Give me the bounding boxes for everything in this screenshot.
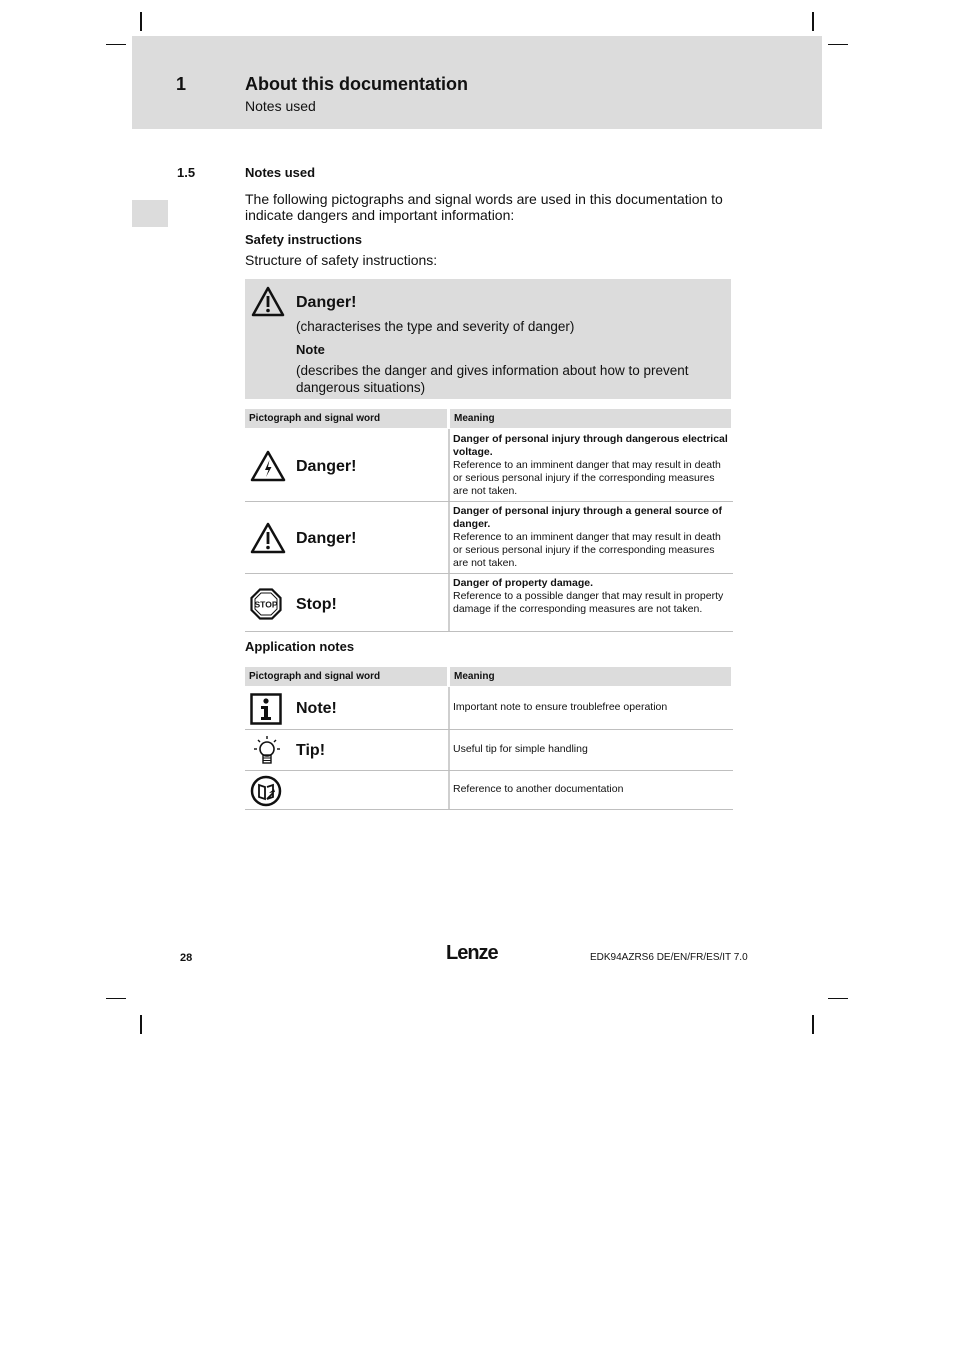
table-row (245, 502, 733, 574)
safety-heading: Safety instructions (245, 232, 363, 247)
lenze-logo: Lenze (446, 942, 498, 964)
chapter-header-band (132, 36, 822, 129)
page-number: 28 (180, 952, 193, 964)
general-warning-icon (250, 522, 286, 554)
example-note-text: (describes the danger and gives information about how to prevent dangerous situations) (296, 363, 689, 395)
section-intro: The following pictographs and signal words are used in this documentation to indicate dangers and important information: (245, 191, 723, 223)
column-divider (448, 429, 450, 501)
meaning-cell (453, 577, 728, 616)
crop-mark (828, 44, 848, 45)
meaning-cell (453, 505, 728, 570)
chapter-number: 1 (176, 74, 187, 94)
lightbulb-icon (250, 734, 284, 768)
example-note-label: Note (296, 342, 325, 357)
table-header-cell (450, 409, 731, 428)
section-title: Notes used (245, 165, 316, 180)
table-row (245, 687, 733, 730)
crop-mark (812, 1015, 814, 1034)
table-header-cell (245, 667, 447, 686)
crop-mark (140, 12, 142, 31)
signal-word: Tip! (296, 742, 326, 759)
column-divider (448, 574, 450, 631)
meaning-title: Danger of personal injury through dangerous electrical voltage. (453, 433, 728, 458)
table-row (245, 574, 733, 632)
header-label: Meaning (454, 413, 495, 424)
application-heading: Application notes (245, 639, 355, 654)
meaning-cell (453, 433, 728, 498)
signal-word: Danger! (296, 530, 357, 547)
example-description: (characterises the type and severity of danger) (296, 319, 575, 334)
signal-word: Note! (296, 700, 337, 717)
table-row (245, 771, 733, 810)
header-label: Pictograph and signal word (249, 671, 381, 682)
document-id: EDK94AZRS6 DE/EN/FR/ES/IT 7.0 (590, 952, 748, 963)
table-row (245, 730, 733, 771)
meaning-cell: Useful tip for simple handling (453, 743, 588, 755)
meaning-text: Reference to an imminent danger that may result in death or serious personal injury if the corresponding measures are not taken. (453, 531, 721, 569)
header-label: Meaning (454, 671, 495, 682)
meaning-cell: Important note to ensure troublefree operation (453, 701, 668, 713)
chapter-side-tab (132, 200, 168, 227)
meaning-cell: Reference to another documentation (453, 783, 624, 795)
meaning-text: Reference to a possible danger that may result in property damage if the corresponding measures are not taken. (453, 590, 724, 615)
crop-mark (106, 44, 126, 45)
meaning-text: Reference to an imminent danger that may result in death or serious personal injury if the corresponding measures are not taken. (453, 459, 721, 497)
column-divider (448, 502, 450, 573)
table-header-cell (245, 409, 447, 428)
header-label: Pictograph and signal word (249, 413, 381, 424)
crop-mark (140, 1015, 142, 1034)
book-reference-icon (250, 775, 282, 807)
column-divider (448, 730, 450, 770)
meaning-title: Danger of property damage. (453, 577, 594, 589)
crop-mark (106, 998, 126, 999)
safety-example-box (245, 279, 731, 399)
chapter-title: About this documentation (245, 74, 468, 94)
table-row (245, 429, 733, 502)
chapter-subtitle: Notes used (245, 98, 316, 114)
column-divider (448, 687, 450, 729)
crop-mark (828, 998, 848, 999)
info-icon (250, 693, 282, 725)
stop-sign-icon (250, 588, 282, 620)
section-number: 1.5 (177, 165, 196, 180)
electric-voltage-warning-icon (250, 450, 286, 482)
meaning-title: Danger of personal injury through a general source of danger. (453, 505, 722, 530)
stop-sign-label: STOP (254, 599, 278, 610)
example-signal-word: Danger! (296, 294, 357, 311)
table-header-cell (450, 667, 731, 686)
crop-mark (812, 12, 814, 31)
warning-triangle-icon (251, 286, 285, 317)
signal-word: Stop! (296, 596, 337, 613)
safety-structure-label: Structure of safety instructions: (245, 252, 438, 268)
column-divider (448, 771, 450, 809)
signal-word: Danger! (296, 458, 357, 475)
